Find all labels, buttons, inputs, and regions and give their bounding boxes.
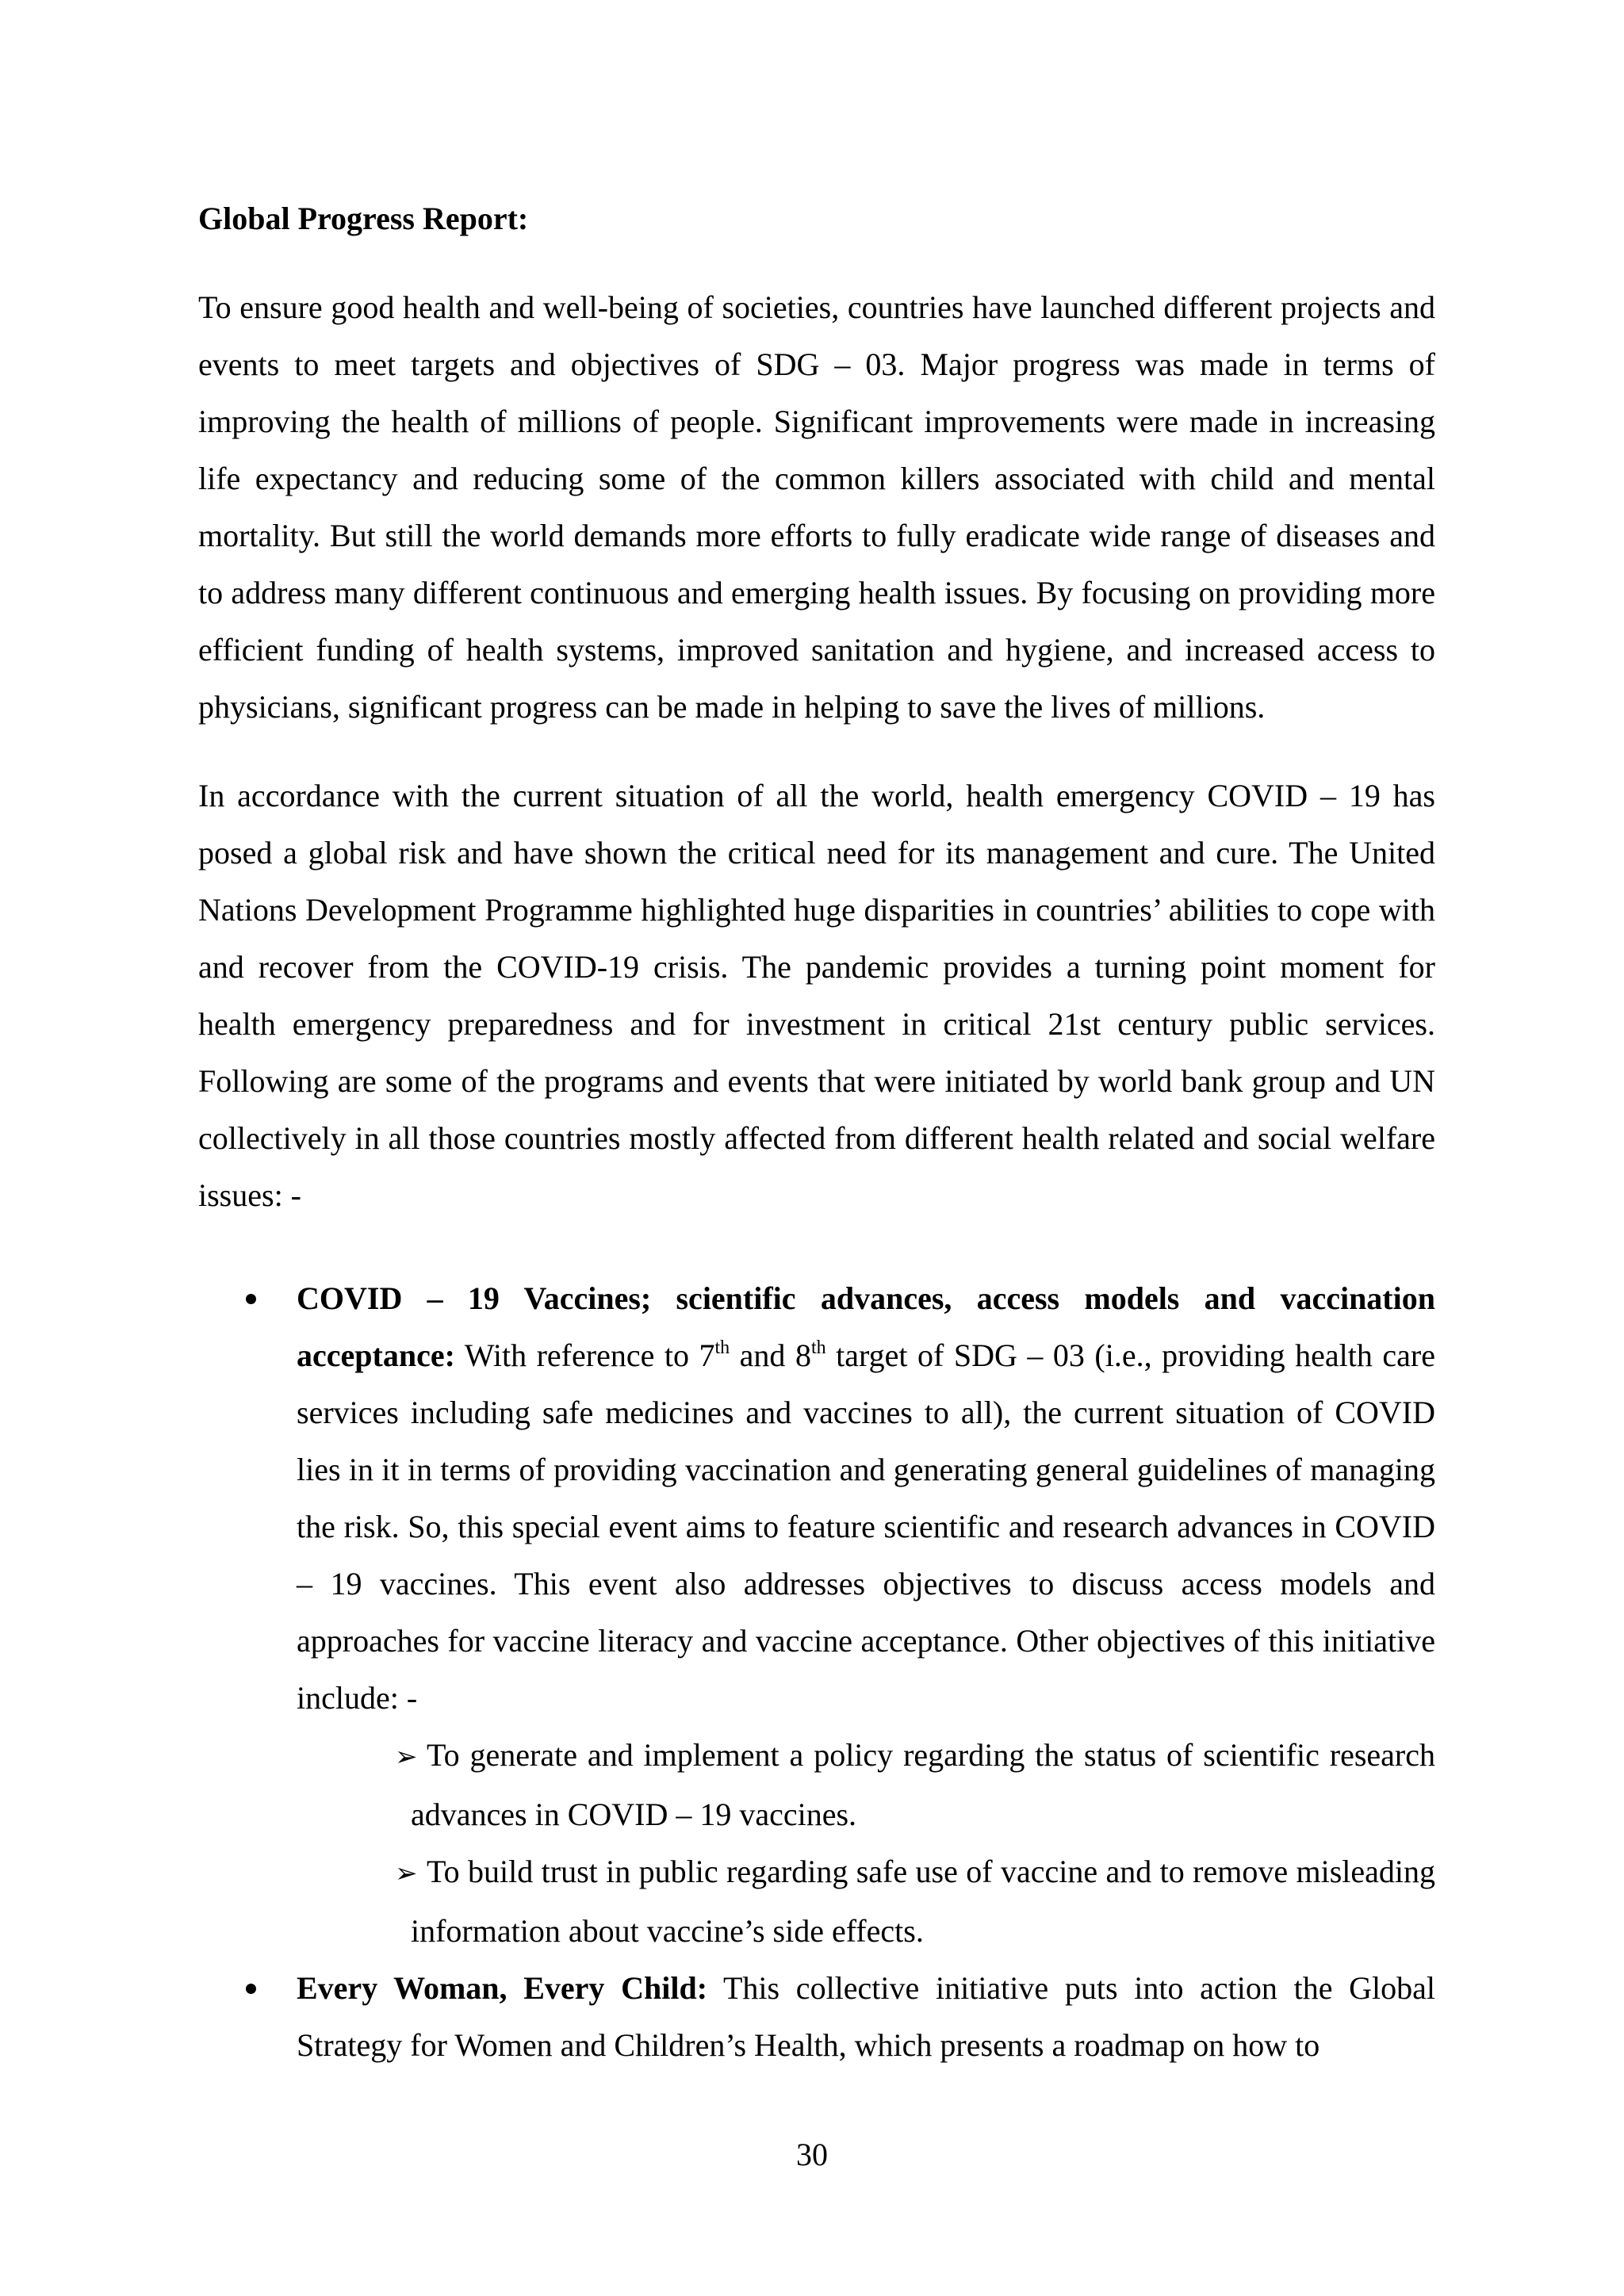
objectives-sublist xyxy=(297,1727,1435,1960)
bullet-icon xyxy=(246,1984,256,1994)
sublist-item-text: To generate and implement a policy regarding the status of scientific research advances in COVID – 19 vaccines. xyxy=(411,1737,1435,1832)
sublist-item xyxy=(297,1727,1435,1843)
sublist-item xyxy=(297,1843,1435,1960)
bullet-icon xyxy=(246,1294,256,1304)
superscript: th xyxy=(714,1337,730,1358)
paragraph-covid-situation: In accordance with the current situation of all the world, health emergency COVID – 19 has posed a global risk and have shown the critical need for its management and cure. The United Nations Development Programme highlighted huge disparities in countries’ abilities to cope with and recover from the COVID-19 crisis. The pandemic provides a turning point moment for health emergency preparedness and for investment in critical 21st century public services. Following are some of the programs and events that were initiated by world bank group and UN collectively in all those countries mostly affected from different health related and social welfare issues: - xyxy=(198,778,1435,1213)
list-item-text: target of SDG – 03 (i.e., providing health care services including safe medicines and vaccines to all), the current situation of COVID lies in it in terms of providing vaccination and generating general guidelines of managing the risk. So, this special event aims to feature scientific and research advances in COVID – 19 vaccines. This event also addresses objectives to discuss access models and approaches for vaccine literacy and vaccine acceptance. Other objectives of this initiative include: - xyxy=(297,1337,1435,1716)
superscript: th xyxy=(810,1337,826,1358)
arrow-bullet-icon: ➢ xyxy=(395,1743,418,1772)
initiatives-list xyxy=(198,1270,1435,2074)
sublist-item-text: To build trust in public regarding safe use of vaccine and to remove misleading information about vaccine’s side effects. xyxy=(411,1854,1435,1949)
list-item-every-woman-every-child xyxy=(198,1960,1435,2074)
page-number: 30 xyxy=(796,2137,828,2172)
list-item-text: With reference to 7 xyxy=(454,1337,715,1373)
list-item-covid-vaccines xyxy=(198,1270,1435,1960)
section-heading: Global Progress Report: xyxy=(198,201,529,236)
list-item-title: COVID – 19 Vaccines; scientific advances, access models and vaccination acceptance: xyxy=(297,1280,1435,1373)
list-item-title: Every Woman, Every Child: xyxy=(297,1970,708,2006)
page-content xyxy=(198,190,1435,2074)
arrow-bullet-icon: ➢ xyxy=(395,1859,418,1888)
list-item-text: and 8 xyxy=(730,1337,811,1373)
paragraph-progress: To ensure good health and well-being of societies, countries have launched different projects and events to meet targets and objectives of SDG – 03. Major progress was made in terms of improving the health of millions of people. Significant improvements were made in increasing life expectancy and reducing some of the common killers associated with child and mental mortality. But still the world demands more efforts to fully eradicate wide range of diseases and to address many different continuous and emerging health issues. By focusing on providing more efficient funding of health systems, improved sanitation and hygiene, and increased access to physicians, significant progress can be made in helping to save the lives of millions. xyxy=(198,289,1435,725)
list-item-text: This collective initiative puts into action the Global Strategy for Women and Children’s Health, which presents a roadmap on how to xyxy=(297,1970,1436,2063)
